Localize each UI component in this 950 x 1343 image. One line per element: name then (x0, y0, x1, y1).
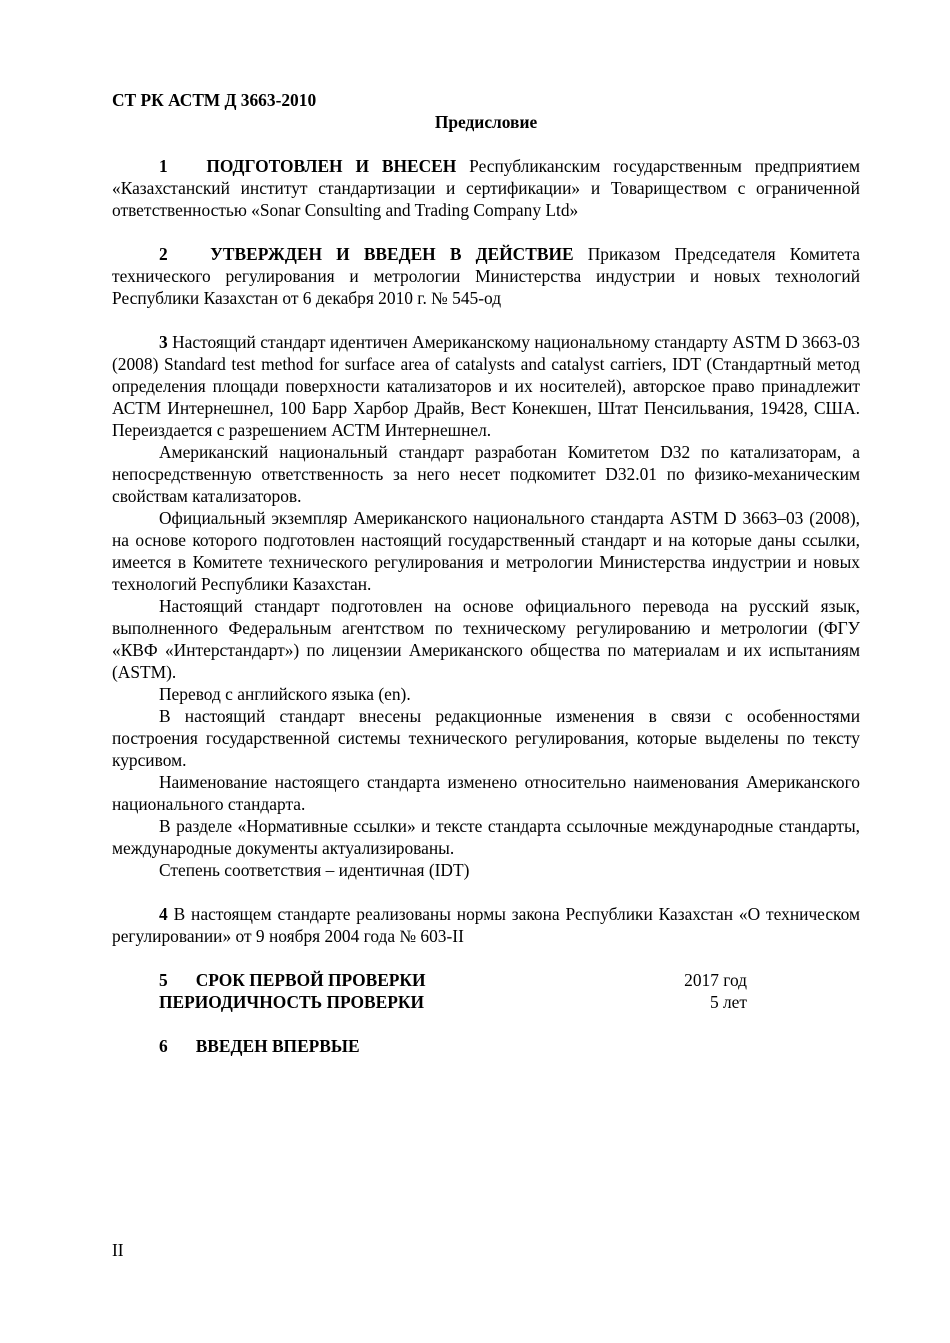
section-6-number: 6 (159, 1036, 168, 1056)
section-3-number: 3 (159, 332, 168, 352)
section-3 (112, 331, 860, 441)
section-3-paragraph-6: В настоящий стандарт внесены редакционные изменения в связи с особенностями построения государственной системы технического регулирования, которые выделены по тексту курсивом. (112, 706, 860, 770)
review-period-row (159, 991, 747, 1013)
spacer (112, 881, 860, 903)
section-3-paragraph-8: В разделе «Нормативные ссылки» и тексте стандарта ссылочные международные стандарты, международные документы актуализированы. (112, 816, 860, 858)
review-period-label: ПЕРИОДИЧНОСТЬ ПРОВЕРКИ (159, 992, 424, 1012)
page-title: Предисловие (434, 112, 538, 132)
spacer (112, 221, 860, 243)
section-2-text: Приказом Председателя Комитета технического регулирования и метрологии Министерства индустрии и новых технологий Республики Казахстан от 6 декабря 2010 г. № 545-од (112, 244, 860, 308)
review-block (159, 969, 747, 1013)
section-1-text: Республиканским государственным предприятием «Казахстанский институт стандартизации и сертификации» и Товариществом с ограниченной ответственностью «Sonar Consulting and Trading Company Ltd» (112, 156, 860, 220)
document-page (112, 89, 860, 1057)
section-4-number: 4 (159, 904, 168, 924)
section-3-paragraph-9: Степень соответствия – идентичная (IDT) (159, 860, 470, 880)
review-period-value: 5 лет (709, 992, 747, 1012)
section-3-paragraph-7: Наименование настоящего стандарта изменено относительно наименования Американского национального стандарта. (112, 772, 860, 814)
section-4 (112, 903, 860, 947)
first-review-label-text: СРОК ПЕРВОЙ ПРОВЕРКИ (195, 970, 426, 990)
spacer (112, 947, 860, 969)
section-1-heading: ПОДГОТОВЛЕН И ВНЕСЕН (206, 156, 457, 176)
section-6 (159, 1035, 860, 1057)
section-3-paragraph-4: Настоящий стандарт подготовлен на основе официального перевода на русский язык, выполненного Федеральным агентством по техническому регулированию и метрологии (ФГУ «КВФ «Интерстандарт») по лицензии Американского общества по материалам и их испытаниям (ASTM). (112, 596, 860, 682)
section-6-label: ВВЕДЕН ВПЕРВЫЕ (195, 1036, 360, 1056)
section-3-paragraph-3: Официальный экземпляр Американского национального стандарта ASTM D 3663–03 (2008), на основе которого подготовлен настоящий государственный стандарт и на которые даны ссылки, имеется в Комитете технического регулирования и метрологии Министерства индустрии и новых технологий Республики Казахстан. (112, 508, 860, 594)
first-review-row (159, 969, 747, 991)
section-2-heading: УТВЕРЖДЕН И ВВЕДЕН В ДЕЙСТВИЕ (210, 244, 574, 264)
section-3-paragraph-5: Перевод с английского языка (en). (159, 684, 411, 704)
section-2 (112, 243, 860, 309)
section-5-number: 5 (159, 970, 168, 990)
section-3-paragraph-2: Американский национальный стандарт разработан Комитетом D32 по катализаторам, а непосредственную ответственность за него несет подкомитет D32.01 по физико-механическим свойствам катализаторов. (112, 442, 860, 506)
document-code: СТ РК АСТМ Д 3663-2010 (112, 90, 317, 110)
section-3-text: Настоящий стандарт идентичен Американскому национальному стандарту ASTM D 3663-03 (2008) Standard test method for surface area of catalysts and catalyst carriers, IDT (Стандартный метод определения площади поверхности катализаторов и их носителей), авторское право принадлежит АСТМ Интернешнел, 100 Барр Харбор Драйв, Вест Конекшен, Штат Пенсильвания, 19428, США. Переиздается с разрешением АСТМ Интернешнел. (112, 332, 860, 440)
section-4-text: В настоящем стандарте реализованы нормы закона Республики Казахстан «О техническом регулировании» от 9 ноября 2004 года № 603-II (112, 904, 860, 946)
section-1 (112, 155, 860, 221)
page-number: II (112, 1240, 124, 1260)
section-2-number: 2 (159, 244, 168, 264)
section-1-number: 1 (159, 156, 168, 176)
spacer (112, 1013, 860, 1035)
first-review-value: 2017 год (684, 970, 747, 990)
first-review-label (159, 969, 426, 991)
spacer (112, 133, 860, 155)
spacer (112, 309, 860, 331)
